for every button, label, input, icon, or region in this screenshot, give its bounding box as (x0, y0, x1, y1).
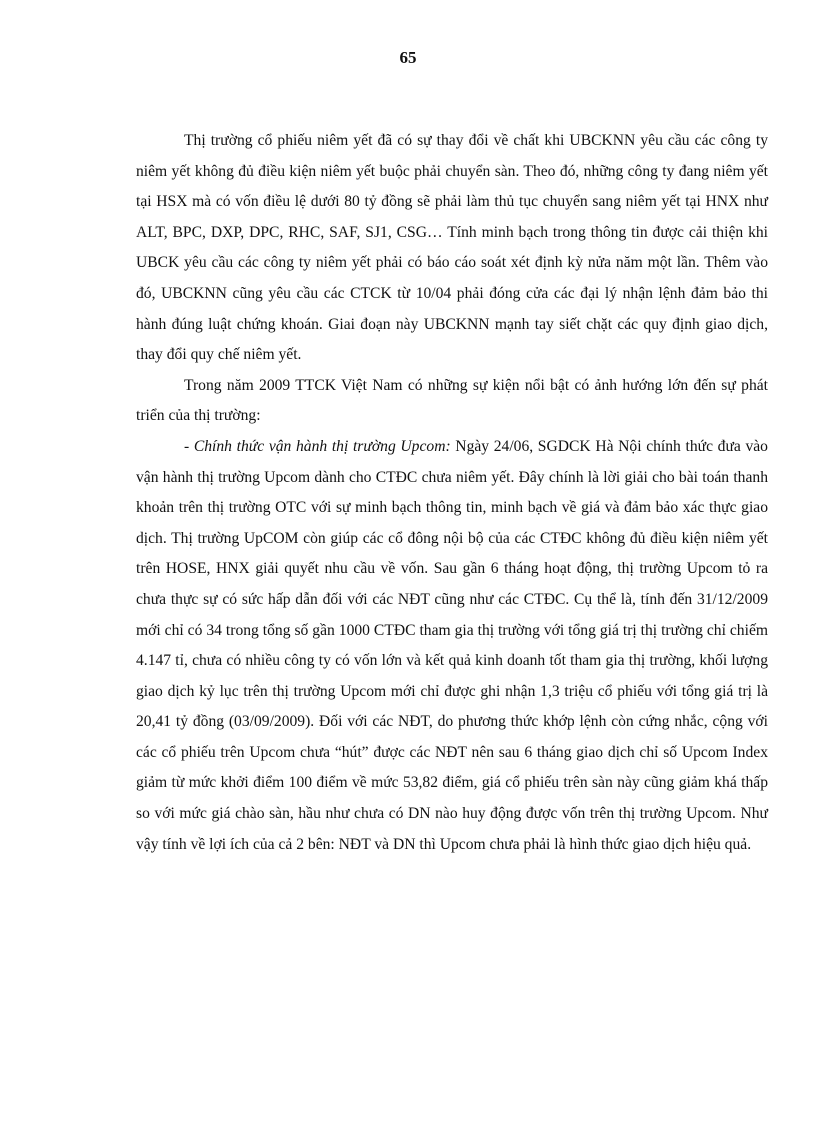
paragraph-listing-changes: Thị trường cổ phiếu niêm yết đã có sự thay đổi về chất khi UBCKNN yêu cầu các công ty niêm yết không đủ điều kiện niêm yết buộc phải chuyển sàn. Theo đó, những công ty đang niêm yết tại HSX mà có vốn điều lệ dưới 80 tỷ đồng sẽ phải làm thủ tục chuyển sang niêm yết tại HNX như ALT, BPC, DXP, DPC, RHC, SAF, SJ1, CSG… Tính minh bạch trong thông tin được cải thiện khi UBCK yêu cầu các công ty niêm yết phải có báo cáo soát xét định kỳ nửa năm một lần. Thêm vào đó, UBCKNN cũng yêu cầu các CTCK từ 10/04 phải đóng cửa các đại lý nhận lệnh đảm bảo thi hành đúng luật chứng khoán. Giai đoạn này UBCKNN mạnh tay siết chặt các quy định giao dịch, thay đổi quy chế niêm yết. (136, 132, 768, 364)
document-body (136, 126, 768, 860)
page-number: 65 (399, 48, 417, 67)
paragraph-upcom (136, 432, 768, 860)
paragraph-2009-events: Trong năm 2009 TTCK Việt Nam có những sự kiện nổi bật có ảnh hướng lớn đến sự phát triển của thị trường: (136, 376, 768, 425)
upcom-lead-heading: - Chính thức vận hành thị trường Upcom: (184, 437, 451, 455)
upcom-body-text: Ngày 24/06, SGDCK Hà Nội chính thức đưa vào vận hành thị trường Upcom dành cho CTĐC chưa niêm yết. Đây chính là lời giải cho bài toán thanh khoản trên thị trường OTC với sự minh bạch thông tin, minh bạch về giá và đảm bảo xác thực giao dịch. Thị trường UpCOM còn giúp các cổ đông nội bộ của các CTĐC không đủ điều kiện niêm yết trên HOSE, HNX giải quyết nhu cầu về vốn. Sau gần 6 tháng hoạt động, thị trường Upcom tỏ ra chưa thực sự có sức hấp dẫn đối với các NĐT cũng như các CTĐC. Cụ thể là, tính đến 31/12/2009 mới chỉ có 34 trong tổng số gần 1000 CTĐC tham gia thị trường với tổng giá trị thị trường chỉ chiếm 4.147 tỉ, chưa có nhiều công ty có vốn lớn và kết quả kinh doanh tốt tham gia thị trường, khối lượng giao dịch kỷ lục trên thị trường Upcom mới chỉ được ghi nhận 1,3 triệu cổ phiếu với tổng giá trị là 20,41 tỷ đồng (03/09/2009). Đối với các NĐT, do phương thức khớp lệnh còn cứng nhắc, cộng với các cổ phiếu trên Upcom chưa “hút” được các NĐT nên sau 6 tháng giao dịch chỉ số Upcom Index giảm từ mức khởi điểm 100 điểm về mức 53,82 điểm, giá cổ phiếu trên sàn này cũng giảm khá thấp so với mức giá chào sàn, hầu như chưa có DN nào huy động được vốn trên thị trường Upcom. Như vậy tính về lợi ích của cả 2 bên: NĐT và DN thì Upcom chưa phải là hình thức giao dịch hiệu quả. (136, 437, 768, 853)
